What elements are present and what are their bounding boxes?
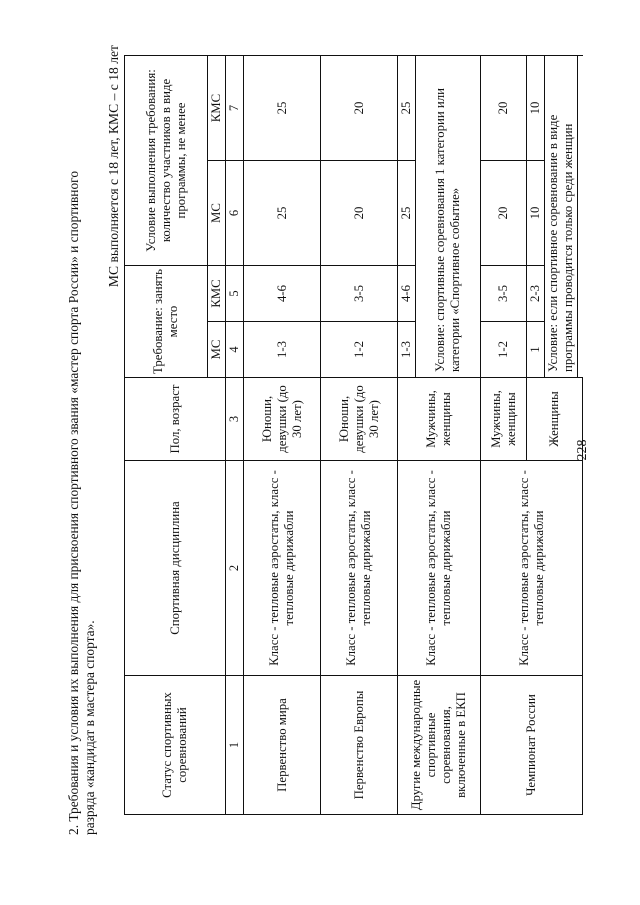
row-sex-age: Мужчины, женщины	[481, 378, 527, 461]
row-status: Другие международные спортивные соревнования, включенные в ЕКП	[398, 676, 481, 815]
heading-line-1: 2. Требования и условия их выполнения для присвоения спортивного звания «мастер спорта России» и спортивного	[66, 170, 81, 835]
row-place-ms: 1	[527, 322, 545, 378]
col-number: 5	[226, 266, 244, 322]
header-discipline: Спортивная дисциплина	[125, 461, 226, 676]
header-sex-age: Пол, возраст	[125, 378, 226, 461]
header-ms-place: МС	[208, 322, 226, 378]
table-tail	[578, 56, 583, 378]
row-place-kms: 2-3	[527, 266, 545, 322]
row-place-ms: 1-2	[481, 322, 527, 378]
col-number: 1	[226, 676, 244, 815]
col-number: 4	[226, 322, 244, 378]
row-cond-ms: 20	[321, 161, 398, 266]
row-status: Чемпионат России	[481, 676, 583, 815]
col-number: 6	[226, 161, 244, 266]
row-sex-age: Мужчины, женщины	[398, 378, 481, 461]
row-cond-kms: 10	[527, 56, 545, 161]
row-place-ms: 1-2	[321, 322, 398, 378]
header-kms-cond: КМС	[208, 56, 226, 161]
page-number: 228	[575, 439, 590, 461]
row-condition: Условие: если спортивное соревнование в виде программы проводится только среди женщин	[545, 56, 578, 378]
row-cond-kms: 20	[321, 56, 398, 161]
col-number: 3	[226, 378, 244, 461]
row-cond-ms: 10	[527, 161, 545, 266]
header-status: Статус спортивных соревнований	[125, 676, 226, 815]
header-ms-cond: МС	[208, 161, 226, 266]
row-sex-age: Юноши, девушки (до 30 лет)	[244, 378, 321, 461]
age-note: МС выполняется с 18 лет, КМС – с 18 лет	[106, 45, 121, 288]
header-row	[125, 56, 208, 815]
header-kms-place: КМС	[208, 266, 226, 322]
row-cond-kms: 20	[481, 56, 527, 161]
row-condition: Условие: спортивные соревнования 1 категории или категории «Спортивное событие»	[416, 56, 481, 378]
row-place-kms: 3-5	[481, 266, 527, 322]
row-cond-ms: 25	[398, 161, 416, 266]
row-cond-ms: 20	[481, 161, 527, 266]
row-sex-age: Юноши, девушки (до 30 лет)	[321, 378, 398, 461]
header-condition-requirement: Условие выполнения требования: количество участников в виде программы, не менее	[125, 56, 208, 266]
row-discipline: Класс - тепловые аэростаты, класс - тепловые дирижабли	[321, 461, 398, 676]
requirements-table	[124, 55, 583, 815]
row-place-kms: 4-6	[398, 266, 416, 322]
row-place-ms: 1-3	[244, 322, 321, 378]
section-heading	[66, 65, 98, 835]
column-numbers-row	[226, 56, 244, 815]
table-row	[321, 56, 398, 815]
row-sex-age: Женщины	[527, 378, 583, 461]
col-number: 7	[226, 56, 244, 161]
row-discipline: Класс - тепловые аэростаты, класс - тепловые дирижабли	[244, 461, 321, 676]
row-place-kms: 3-5	[321, 266, 398, 322]
row-cond-kms: 25	[398, 56, 416, 161]
row-status: Первенство мира	[244, 676, 321, 815]
table-row	[398, 56, 416, 815]
row-place-ms: 1-3	[398, 322, 416, 378]
row-discipline: Класс - тепловые аэростаты, класс - тепловые дирижабли	[398, 461, 481, 676]
header-place-requirement: Требование: занять место	[125, 266, 208, 378]
row-discipline: Класс - тепловые аэростаты, класс - тепловые дирижабли	[481, 461, 583, 676]
table-row	[244, 56, 321, 815]
heading-line-2: разряда «кандидат в мастера спорта».	[82, 620, 97, 835]
table-row	[481, 56, 527, 815]
row-cond-kms: 25	[244, 56, 321, 161]
row-cond-ms: 25	[244, 161, 321, 266]
col-number: 2	[226, 461, 244, 676]
row-place-kms: 4-6	[244, 266, 321, 322]
row-status: Первенство Европы	[321, 676, 398, 815]
